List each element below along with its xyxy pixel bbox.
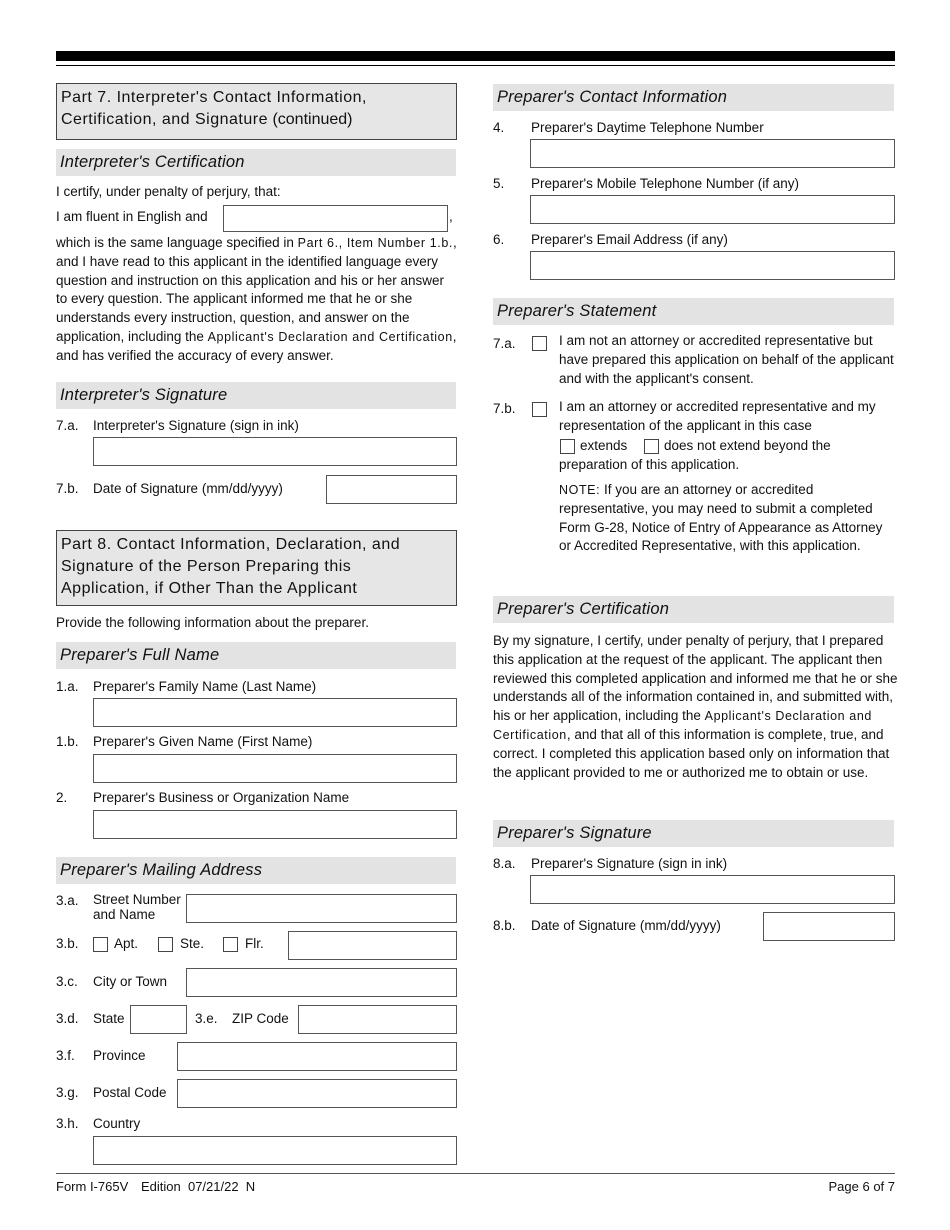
interpreter-signature-heading: Interpreter's Signature xyxy=(56,382,456,409)
item-7a-label: Interpreter's Signature (sign in ink) xyxy=(93,418,299,433)
certify-line: I certify, under penalty of perjury, that: xyxy=(56,184,281,199)
item-5-number: 5. xyxy=(493,176,505,191)
attorney-checkbox[interactable] xyxy=(532,402,547,417)
cert-ref-declaration: Applicant's Declaration and Certification xyxy=(207,329,453,344)
item-7b-number: 7.b. xyxy=(56,481,79,496)
part8-title-line3: Application, if Other Than the Applicant xyxy=(61,580,358,597)
province-input[interactable] xyxy=(177,1042,457,1071)
preparer-statement-heading: Preparer's Statement xyxy=(493,298,894,325)
statement-7b-end: preparation of this application. xyxy=(559,457,740,472)
fluent-suffix: , xyxy=(449,209,453,224)
part7-title-line2: Certification, and Signature xyxy=(61,111,268,128)
statement-7b-text: I am an attorney or accredited representative and my representation of the applicant in this case xyxy=(559,399,876,433)
part8-header xyxy=(56,530,457,606)
item-1b-number: 1.b. xyxy=(56,734,79,749)
extends-label: extends xyxy=(580,438,628,453)
street-input[interactable] xyxy=(186,894,457,923)
postal-code-label: Postal Code xyxy=(93,1085,167,1100)
province-label: Province xyxy=(93,1048,146,1063)
item-3g-number: 3.g. xyxy=(56,1085,79,1100)
street-label-line1: Street Number xyxy=(93,892,181,907)
note-text: If you are an attorney or accredited representative, you may need to submit a completed Form G-28, Notice of Entry of Appearance as Attorney or Accredited Representative, with this application. xyxy=(559,482,883,554)
prep-cert-text-b: , and that all of this information is complete, true, and correct. I completed this application based only on information that the applicant provided to me or authorized me to obtain or use. xyxy=(493,726,890,780)
preparer-signature-field[interactable] xyxy=(530,875,895,904)
prep-cert-text-a: By my signature, I certify, under penalty of perjury, that I prepared this application at the request of the applicant. The applicant then reviewed this completed application and informed me that he or she understands all of the information contained in, and submitted with, his or her application, including the xyxy=(493,633,898,724)
item-8a-number: 8.a. xyxy=(493,856,516,871)
interpreter-signature-field[interactable] xyxy=(93,437,457,466)
ste-label: Ste. xyxy=(180,936,205,951)
top-rule-thick xyxy=(56,51,895,61)
statement-7b-number: 7.b. xyxy=(493,401,516,416)
item-6-number: 6. xyxy=(493,232,505,247)
part8-title-line1: Part 8. Contact Information, Declaration, and xyxy=(61,536,401,553)
statement-7a-number: 7.a. xyxy=(493,336,516,351)
statement-7a-text: I am not an attorney or accredited representative but have prepared this application on behalf of the applicant and with the applicant's consent. xyxy=(559,333,894,386)
preparer-mailing-address-heading: Preparer's Mailing Address xyxy=(56,857,456,884)
apt-checkbox[interactable] xyxy=(93,937,108,952)
preparer-certification-text xyxy=(493,632,898,782)
item-8b-label: Date of Signature (mm/dd/yyyy) xyxy=(531,918,721,933)
given-name-input[interactable] xyxy=(93,754,457,783)
does-not-extend-label: does not extend beyond the xyxy=(664,438,831,453)
part7-header xyxy=(56,83,457,140)
item-8a-label: Preparer's Signature (sign in ink) xyxy=(531,856,728,871)
top-rule-thin xyxy=(56,65,895,66)
item-3d-number: 3.d. xyxy=(56,1011,79,1026)
apt-label: Apt. xyxy=(114,936,139,951)
item-5-label: Preparer's Mobile Telephone Number (if any) xyxy=(531,176,799,191)
item-1a-label: Preparer's Family Name (Last Name) xyxy=(93,679,317,694)
daytime-phone-input[interactable] xyxy=(530,139,895,168)
footer-page-number: Page 6 of 7 xyxy=(828,1179,895,1194)
item-3a-number: 3.a. xyxy=(56,893,79,908)
preparer-signature-heading: Preparer's Signature xyxy=(493,820,894,847)
item-3b-number: 3.b. xyxy=(56,936,79,951)
preparer-certification-heading: Preparer's Certification xyxy=(493,596,894,623)
preparer-note xyxy=(559,481,895,556)
flr-label: Flr. xyxy=(245,936,264,951)
interpreter-certification-heading: Interpreter's Certification xyxy=(56,149,456,176)
cert-ref-part6: Part 6., Item Number 1.b. xyxy=(297,236,453,250)
item-7a-number: 7.a. xyxy=(56,418,79,433)
interpreter-date-input[interactable] xyxy=(326,475,457,504)
footer-edition: Edition 07/21/22 N xyxy=(141,1179,256,1194)
part8-title-line2: Signature of the Person Preparing this xyxy=(61,558,352,575)
family-name-input[interactable] xyxy=(93,698,457,727)
fluent-prefix: I am fluent in English and xyxy=(56,209,208,224)
state-label: State xyxy=(93,1011,125,1026)
email-input[interactable] xyxy=(530,251,895,280)
item-3f-number: 3.f. xyxy=(56,1048,75,1063)
organization-name-input[interactable] xyxy=(93,810,457,839)
item-4-label: Preparer's Daytime Telephone Number xyxy=(531,120,764,135)
item-6-label: Preparer's Email Address (if any) xyxy=(531,232,728,247)
footer-rule xyxy=(56,1173,895,1174)
prep-cert-ref: Applicant's Declaration and Certification xyxy=(493,709,872,742)
item-3h-number: 3.h. xyxy=(56,1116,79,1131)
flr-checkbox[interactable] xyxy=(223,937,238,952)
zip-label: ZIP Code xyxy=(232,1011,289,1026)
preparer-full-name-heading: Preparer's Full Name xyxy=(56,642,456,669)
preparer-contact-heading: Preparer's Contact Information xyxy=(493,84,894,111)
language-input[interactable] xyxy=(223,205,448,232)
item-7b-label: Date of Signature (mm/dd/yyyy) xyxy=(93,481,283,496)
ste-checkbox[interactable] xyxy=(158,937,173,952)
interpreter-certification-text xyxy=(56,234,458,366)
city-label: City or Town xyxy=(93,974,168,989)
item-2-number: 2. xyxy=(56,790,68,805)
cert-text-c: , and has verified the accuracy of every answer. xyxy=(56,328,457,363)
street-label-line2: and Name xyxy=(93,907,156,922)
mobile-phone-input[interactable] xyxy=(530,195,895,224)
note-label: NOTE: xyxy=(559,483,601,497)
does-not-extend-checkbox[interactable] xyxy=(644,439,659,454)
item-1a-number: 1.a. xyxy=(56,679,79,694)
part7-title-line1: Part 7. Interpreter's Contact Information, xyxy=(61,89,367,106)
state-input[interactable] xyxy=(130,1005,187,1034)
zip-input[interactable] xyxy=(298,1005,457,1034)
item-3c-number: 3.c. xyxy=(56,974,78,989)
cert-text-a: which is the same language specified in xyxy=(56,235,298,250)
item-4-number: 4. xyxy=(493,120,505,135)
unit-number-input[interactable] xyxy=(288,931,457,960)
item-1b-label: Preparer's Given Name (First Name) xyxy=(93,734,313,749)
part8-intro: Provide the following information about the preparer. xyxy=(56,615,369,630)
city-input[interactable] xyxy=(186,968,457,997)
preparer-date-input[interactable] xyxy=(763,912,895,941)
cert-text-b: , and I have read to this applicant in the identified language every question and instruction on this application and his or her answer to every question. The applicant informed me that he or she understands every instruction, question, and answer on the application, including the xyxy=(56,235,457,344)
item-3e-number: 3.e. xyxy=(195,1011,218,1026)
item-8b-number: 8.b. xyxy=(493,918,516,933)
country-input[interactable] xyxy=(93,1136,457,1165)
postal-code-input[interactable] xyxy=(177,1079,457,1108)
part7-continued: (continued) xyxy=(268,111,353,128)
extends-checkbox[interactable] xyxy=(560,439,575,454)
country-label: Country xyxy=(93,1116,141,1131)
item-2-label: Preparer's Business or Organization Name xyxy=(93,790,350,805)
footer-form-name: Form I-765V xyxy=(56,1179,129,1194)
not-attorney-checkbox[interactable] xyxy=(532,336,547,351)
